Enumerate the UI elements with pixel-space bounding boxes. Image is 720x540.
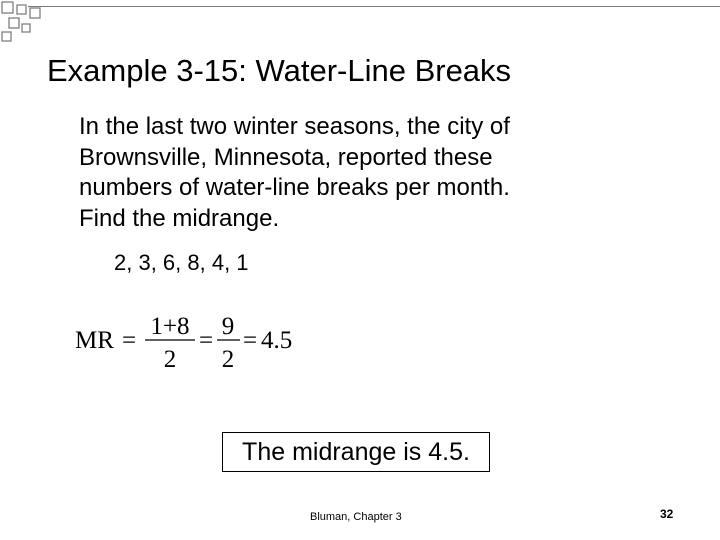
- title-rule: [28, 6, 720, 7]
- problem-line: In the last two winter seasons, the city of: [79, 113, 510, 140]
- fraction2-denominator: 2: [221, 346, 235, 373]
- slide-title: Example 3-15: Water-Line Breaks: [47, 53, 512, 88]
- corner-square: [9, 18, 19, 28]
- formula-equals: =: [122, 327, 137, 354]
- corner-squares-decoration: [0, 0, 60, 50]
- corner-square: [17, 5, 26, 14]
- fraction2-numerator: 9: [221, 313, 235, 340]
- data-values: 2, 3, 6, 8, 4, 1: [114, 250, 249, 275]
- corner-square: [22, 24, 30, 32]
- problem-statement: [79, 112, 599, 234]
- page-number: 32: [660, 507, 674, 521]
- fraction1-numerator: 1+8: [150, 313, 190, 340]
- problem-line: Find the midrange.: [79, 204, 280, 232]
- corner-square: [2, 2, 13, 13]
- corner-square: [2, 32, 11, 41]
- midrange-formula: [60, 300, 340, 380]
- problem-line: numbers of water-line breaks per month.: [79, 174, 510, 201]
- footer-citation: Bluman, Chapter 3: [310, 511, 402, 523]
- result-box: The midrange is 4.5.: [222, 432, 490, 472]
- problem-line: Brownsville, Minnesota, reported these: [79, 143, 493, 171]
- formula-lhs: MR: [75, 327, 114, 354]
- formula-equals: =: [199, 327, 214, 354]
- formula-equals: =: [243, 327, 258, 354]
- fraction1-denominator: 2: [163, 346, 177, 373]
- formula-result: 4.5: [261, 327, 293, 354]
- corner-square: [30, 8, 40, 18]
